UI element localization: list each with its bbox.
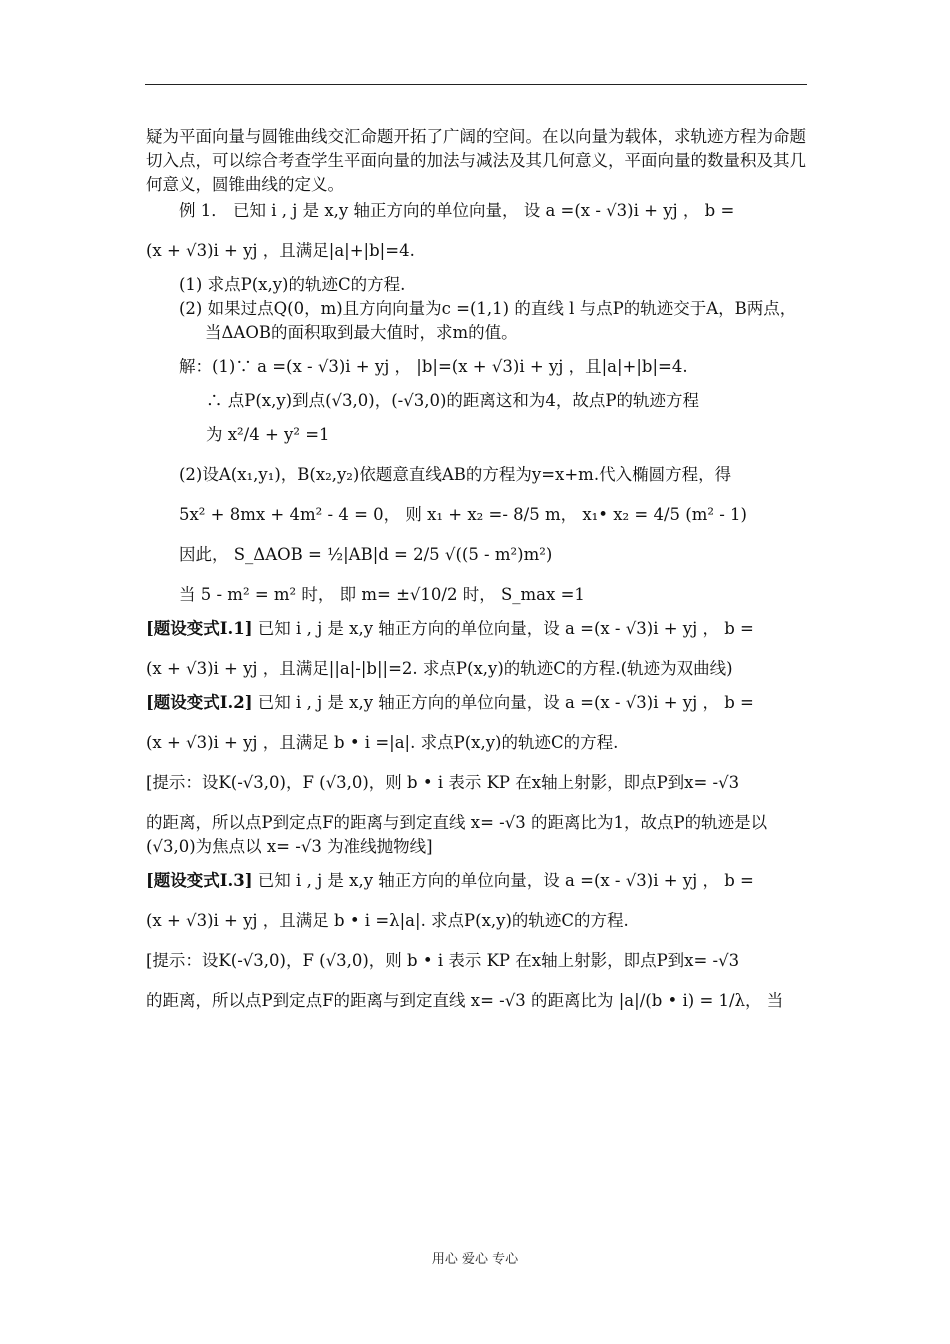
- variant-2-text: 已知 i , j 是 x,y 轴正方向的单位向量，设 a =(x - √3)i + yj ， b =: [252, 693, 754, 712]
- solution-ellipse-equation: 为 x²/4 + y² =1: [206, 425, 330, 444]
- variant-2: [146, 691, 806, 715]
- variant-3: [146, 869, 806, 893]
- example1-statement: 例 1． 已知 i , j 是 x,y 轴正方向的单位向量， 设 a =(x - √3)i + yj ， b =: [179, 201, 735, 220]
- intro-paragraph: 疑为平面向量与圆锥曲线交汇命题开拓了广阔的空间。在以向量为载体，求轨迹方程为命题切入点，可以综合考查学生平面向量的加法与减法及其几何意义，平面向量的数量积及其几何意义，圆锥曲线的定义。: [146, 127, 806, 194]
- solution-max: 当 5 - m² = m² 时， 即 m= ±√10/2 时， S_max =1: [179, 585, 585, 604]
- solution-step-1: 解：(1)∵ a =(x - √3)i + yj ， |b|=(x + √3)i + yj ，且|a|+|b|=4.: [179, 357, 688, 376]
- variant-1-condition: (x + √3)i + yj ，且满足||a|-|b||=2. 求点P(x,y)的轨迹C的方程.(轨迹为双曲线): [146, 659, 733, 678]
- variant-3-text: 已知 i , j 是 x,y 轴正方向的单位向量，设 a =(x - √3)i + yj ， b =: [252, 871, 754, 890]
- variant-2-hint-line-2: 的距离，所以点P到定点F的距离与到定直线 x= -√3 的距离比为1，故点P的轨迹是以(√3,0)为焦点以 x= -√3 为准线抛物线]: [146, 813, 768, 856]
- question-1: (1) 求点P(x,y)的轨迹C的方程.: [179, 275, 406, 294]
- variant-1: [146, 617, 806, 641]
- variant-3-hint-line-2: 的距离，所以点P到定点F的距离与到定直线 x= -√3 的距离比为 |a|/(b • i) = 1/λ， 当: [146, 991, 784, 1010]
- page-footer: 用心 爱心 专心: [431, 1252, 519, 1267]
- variant-3-condition: (x + √3)i + yj ，且满足 b • i =λ|a|. 求点P(x,y)的轨迹C的方程.: [146, 911, 629, 930]
- solution-step-3: (2)设A(x₁,y₁)，B(x₂,y₂)依题意直线AB的方程为y=x+m.代入椭圆方程，得: [179, 465, 732, 484]
- variant-3-tag: [题设变式Ⅰ.3]: [146, 871, 253, 890]
- header-rule: [145, 84, 807, 85]
- variant-2-condition: (x + √3)i + yj ，且满足 b • i =|a|. 求点P(x,y)的轨迹C的方程.: [146, 733, 619, 752]
- variant-2-hint-line-1: [提示：设K(-√3,0)，F (√3,0)，则 b • i 表示 KP 在x轴上射影，即点P到x= -√3: [146, 773, 740, 792]
- solution-area: 因此， S_ΔAOB = ½|AB|d = 2/5 √((5 - m²)m²): [179, 545, 553, 564]
- solution-quadratic: 5x² + 8mx + 4m² - 4 = 0， 则 x₁ + x₂ =- 8/5 m， x₁• x₂ = 4/5 (m² - 1): [179, 505, 747, 524]
- document-body: [146, 125, 806, 1013]
- variant-1-text: 已知 i , j 是 x,y 轴正方向的单位向量，设 a =(x - √3)i + yj ， b =: [252, 619, 754, 638]
- solution-step-2: ∴ 点P(x,y)到点(√3,0)，(-√3,0)的距离这和为4，故点P的轨迹方程: [206, 391, 700, 410]
- variant-3-hint-line-1: [提示：设K(-√3,0)，F (√3,0)，则 b • i 表示 KP 在x轴上射影，即点P到x= -√3: [146, 951, 740, 970]
- example1-condition: (x + √3)i + yj ，且满足|a|+|b|=4.: [146, 241, 415, 260]
- question-2: (2) 如果过点Q(0，m)且方向向量为c =(1,1) 的直线 l 与点P的轨迹交于A，B两点，当ΔAOB的面积取到最大值时，求m的值。: [179, 299, 797, 342]
- variant-1-tag: [题设变式Ⅰ.1]: [146, 619, 253, 638]
- variant-2-tag: [题设变式Ⅰ.2]: [146, 693, 253, 712]
